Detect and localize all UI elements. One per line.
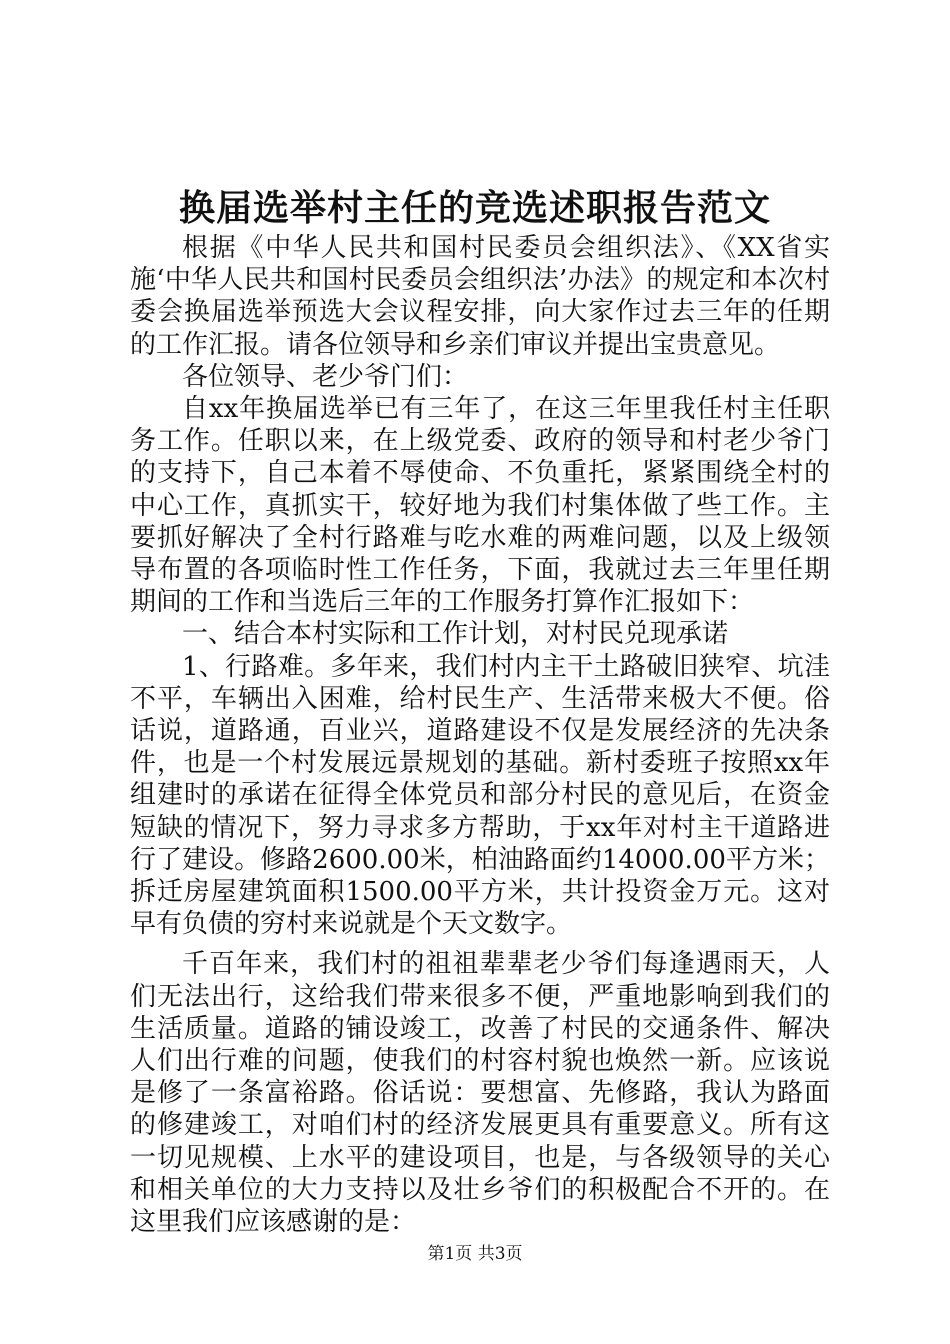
paragraph-salutation: 各位领导、老少爷门们： [182,361,469,392]
paragraph-overview: 自xx年换届选举已有三年了，在这三年里我任村主任职务工作。任职以来，在上级党委、政府的领导和村老少爷门的支持下，自己本着不辱使命、不负重托，紧紧围绕全村的中心工作，真抓实干，较好地为我们村集体做了些工作。主要抓好解决了全村行路难与吃水难的两难问题，以及上级领导布置的各项临时性工作任务，下面，我就过去三年里任期期间的工作和当选后三年的工作服务打算作汇报如下： [130,394,830,618]
paragraph-road-difficulty: 1、行路难。多年来，我们村内主干土路破旧狭窄、坑洼不平，车辆出入困难，给村民生产、生活带来极大不便。俗话说，道路通，百业兴，道路建设不仅是发展经济的先决条件，也是一个村发展远景规划的基础。新村委班子按照xx年组建时的承诺在征得全体党员和部分村民的意见后，在资金短缺的情况下，努力寻求多方帮助，于xx年对村主干道路进行了建设。修路2600.00米，柏油路面约14000.00平方米；拆迁房屋建筑面积1500.00平方米，共计投资金万元。这对早有负债的穷村来说就是个天文数字。 [130,651,830,940]
section-heading-1: 一、结合本村实际和工作计划，对村民兑现承诺 [182,619,729,650]
page-number: 第1页 共3页 [427,1244,523,1264]
document-title: 换届选举村主任的竞选述职报告范文 [178,187,771,229]
document-body [130,232,830,1238]
paragraph-intro: 根据《中华人民共和国村民委员会组织法》、《XX省实施‘中华人民共和国村民委员会组织法’办法》的规定和本次村委会换届选举预选大会议程安排，向大家作过去三年的任期的工作汇报。请各位领导和乡亲们审议并提出宝贵意见。 [130,233,830,360]
paragraph-road-significance: 千百年来，我们村的祖祖辈辈老少爷们每逢遇雨天，人们无法出行，这给我们带来很多不便，严重地影响到我们的生活质量。道路的铺设竣工，改善了村民的交通条件、解决人们出行难的问题，使我们的村容村貌也焕然一新。应该说是修了一条富裕路。俗话说：要想富、先修路，我认为路面的修建竣工，对咱们村的经济发展更具有重要意义。所有这一切见规模、上水平的建设项目，也是，与各级领导的关心和相关单位的大力支持以及壮乡爷们的积极配合不开的。在这里我们应该感谢的是： [130,949,830,1238]
